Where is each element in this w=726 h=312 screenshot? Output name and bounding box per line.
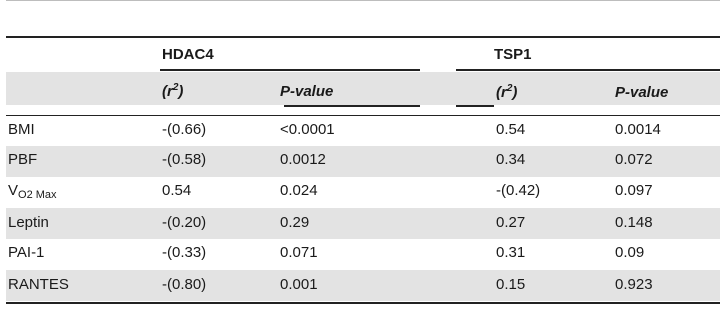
row-label: Leptin [8,214,49,231]
group-header-hdac4: HDAC4 [162,46,214,63]
hdac4-r2-value: -(0.33) [162,244,207,261]
tsp1-r2-value: -(0.42) [496,182,541,199]
header-top-rule [6,36,720,38]
tsp1-pvalue: 0.09 [615,244,645,261]
tsp1-r2-value: 0.34 [496,151,526,168]
subheader-tsp1-pvalue: P-value [615,84,669,101]
table-row [6,208,720,239]
hdac4-r2-value: -(0.66) [162,121,207,138]
tsp1-pvalue: 0.072 [615,151,653,168]
hdac4-r2-value: -(0.58) [162,151,207,168]
hdac4-r2-value: -(0.80) [162,276,207,293]
subheader-hdac4-r2: $(r^2)$ [162,82,184,100]
table-row [6,270,720,301]
top-rule [6,0,720,1]
row-label: BMI [8,121,35,138]
table-row [6,146,720,177]
tsp1-group-rule [456,69,720,71]
tsp1-r2-value: 0.27 [496,214,526,231]
subheader-gap-rule [284,105,420,107]
tsp1-r2-value: 0.31 [496,244,526,261]
table-row [6,115,720,146]
hdac4-r2-value: -(0.20) [162,214,207,231]
subheader-tsp1-r2: $(r^2)$ [496,83,518,101]
tsp1-r2-value: 0.54 [496,121,526,138]
row-label: RANTES [8,276,69,293]
hdac4-r2-value: 0.54 [162,182,192,199]
table-bottom-rule [6,302,720,304]
group-header-tsp1: TSP1 [494,46,532,63]
hdac4-pvalue: <0.0001 [280,121,335,138]
hdac4-group-rule [160,69,420,71]
tsp1-pvalue: 0.923 [615,276,653,293]
hdac4-pvalue: 0.071 [280,244,318,261]
row-label-subscript: O2 Max [18,189,57,201]
row-label: PAI-1 [8,244,45,261]
hdac4-pvalue: 0.001 [280,276,318,293]
hdac4-pvalue: 0.024 [280,182,318,199]
tsp1-r2-value: 0.15 [496,276,526,293]
tsp1-pvalue: 0.097 [615,182,653,199]
subheader-row [6,72,720,105]
subheader-hdac4-pvalue: P-value [280,83,334,100]
hdac4-pvalue: 0.0012 [280,151,326,168]
table-row [6,239,720,270]
table-row [6,177,720,208]
row-label: $V_{O2 Max}$ [8,182,57,201]
row-label: PBF [8,151,38,168]
hdac4-pvalue: 0.29 [280,214,310,231]
subheader-gap-rule-2 [456,105,494,107]
tsp1-pvalue: 0.148 [615,214,653,231]
tsp1-pvalue: 0.0014 [615,121,661,138]
